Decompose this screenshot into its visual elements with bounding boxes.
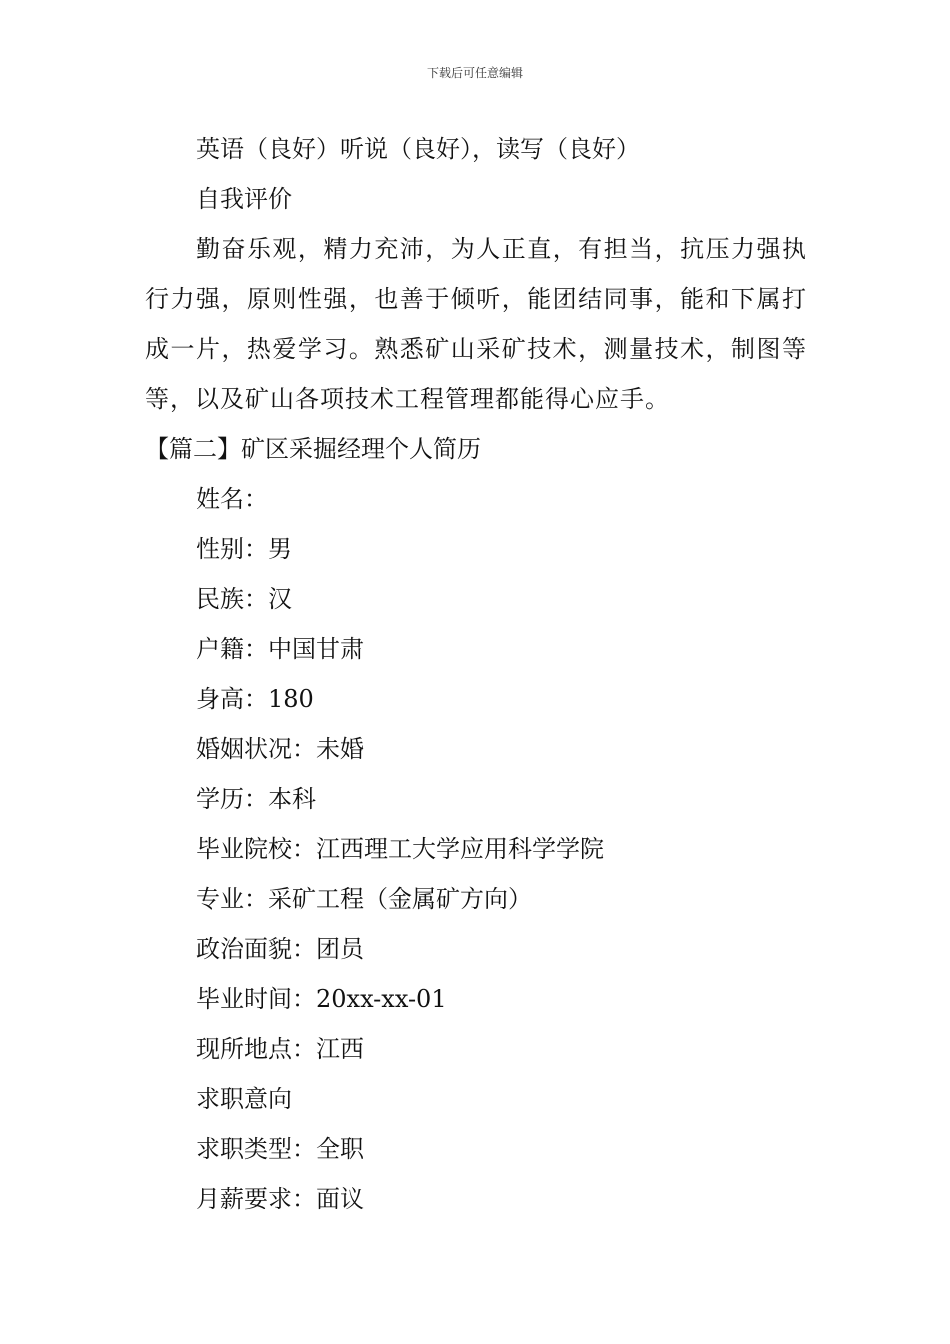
field-job-type: 求职类型：全职 [196, 1135, 364, 1163]
document-body [145, 124, 807, 1224]
field-salary-requirement: 月薪要求：面议 [196, 1185, 364, 1213]
field-ethnicity: 民族：汉 [196, 585, 292, 613]
self-evaluation-heading: 自我评价 [196, 185, 292, 213]
self-evaluation-paragraph: 勤奋乐观，精力充沛，为人正直，有担当，抗压力强执行力强，原则性强，也善于倾听，能团结同事，能和下属打成一片，热爱学习。熟悉矿山采矿技术，测量技术，制图等等，以及矿山各项技术工程管理都能得心应手。 [145, 235, 807, 413]
field-school: 毕业院校：江西理工大学应用科学学院 [196, 835, 604, 863]
field-major: 专业：采矿工程（金属矿方向） [196, 885, 532, 913]
field-height: 身高：180 [196, 685, 314, 713]
field-graduation-date: 毕业时间：20xx-xx-01 [196, 985, 447, 1013]
field-gender: 性别：男 [196, 535, 292, 563]
section-title: 【篇二】矿区采掘经理个人简历 [145, 435, 481, 463]
job-intention-heading: 求职意向 [196, 1085, 292, 1113]
field-household-registration: 户籍：中国甘肃 [196, 635, 364, 663]
field-name: 姓名： [196, 485, 268, 513]
field-marital-status: 婚姻状况：未婚 [196, 735, 364, 763]
field-current-location: 现所地点：江西 [196, 1035, 364, 1063]
field-education: 学历：本科 [196, 785, 316, 813]
page-header-note: 下载后可任意编辑 [426, 66, 523, 80]
language-skills-line: 英语（良好）听说（良好），读写（良好） [196, 135, 640, 163]
field-political-status: 政治面貌：团员 [196, 935, 364, 963]
